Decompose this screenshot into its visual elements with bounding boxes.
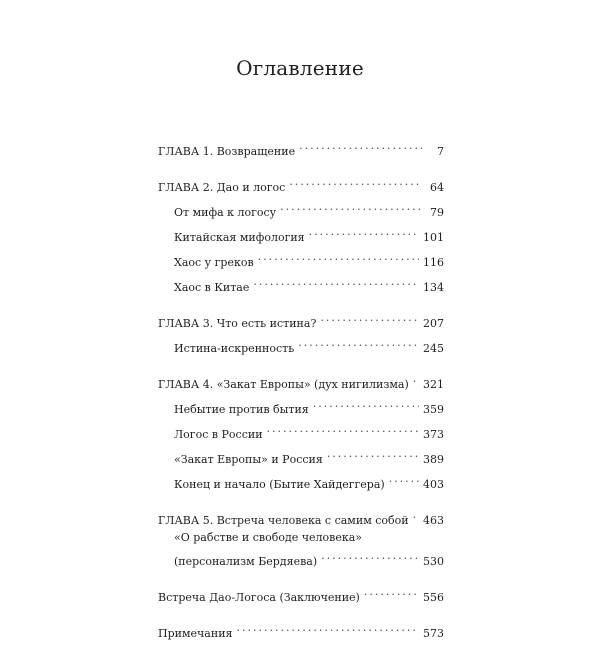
toc-entry-page: 556 — [423, 591, 444, 604]
toc-entry-page: 207 — [423, 317, 444, 330]
dot-leader — [267, 419, 419, 438]
toc-subentry-label: Конец и начало (Бытие Хайдеггера) — [174, 478, 385, 491]
toc-entry[interactable] — [158, 369, 444, 394]
dot-leader — [413, 505, 419, 524]
toc-entry-page: 7 — [437, 145, 444, 158]
toc-entry[interactable] — [158, 136, 444, 161]
toc-entry[interactable] — [158, 308, 444, 333]
toc-subentry-label: Китайская мифология — [174, 231, 305, 244]
toc-entry[interactable] — [158, 582, 444, 607]
toc-subentry-page: 373 — [423, 428, 444, 441]
toc-subentry-label: «Закат Европы» и Россия — [174, 453, 323, 466]
toc-subentry-page: 389 — [423, 453, 444, 466]
toc-entry-label: ГЛАВА 2. Дао и логос — [158, 181, 286, 194]
toc-entry-page: 64 — [430, 181, 444, 194]
toc-entry-page: 463 — [423, 514, 444, 527]
toc-subentry-page: 359 — [423, 403, 444, 416]
toc-entry[interactable] — [158, 505, 444, 530]
dot-leader — [309, 222, 419, 241]
page-title: Оглавление — [236, 56, 364, 80]
dot-leader — [258, 247, 419, 266]
toc-subentry-label: Хаос в Китае — [174, 281, 250, 294]
toc-conclusion — [158, 582, 444, 607]
toc-chapter-1 — [158, 136, 444, 161]
dot-leader — [299, 136, 422, 155]
dot-leader — [280, 197, 422, 216]
toc-subentry-label: (персонализм Бердяева) — [174, 555, 318, 568]
toc-chapter-2 — [158, 172, 444, 297]
dot-leader — [289, 172, 422, 191]
toc-chapter-3 — [158, 308, 444, 358]
toc-entry-label: ГЛАВА 3. Что есть истина? — [158, 317, 317, 330]
toc-subentry-page: 403 — [423, 478, 444, 491]
dot-leader — [253, 272, 419, 291]
dot-leader — [321, 546, 419, 565]
toc-chapter-4 — [158, 369, 444, 494]
toc-entry-label: ГЛАВА 1. Возвращение — [158, 145, 296, 158]
toc-subentry-label-line1: «О рабстве и свободе человека» — [174, 531, 362, 544]
toc-subentry[interactable] — [158, 469, 444, 494]
toc-entry-page: 321 — [423, 378, 444, 391]
toc-subentry-page: 101 — [423, 231, 444, 244]
toc-subentry[interactable] — [158, 197, 444, 222]
toc-notes — [158, 618, 444, 643]
toc-subentry[interactable] — [158, 247, 444, 272]
toc-entry-label: ГЛАВА 4. «Закат Европы» (дух нигилизма) — [158, 378, 409, 391]
toc-subentry-label: Хаос у греков — [174, 256, 254, 269]
toc-entry-label: Встреча Дао-Логоса (Заключение) — [158, 591, 360, 604]
toc-subentry[interactable] — [158, 419, 444, 444]
dot-leader — [236, 618, 419, 637]
toc-subentry[interactable] — [158, 222, 444, 247]
toc-subentry[interactable] — [158, 444, 444, 469]
dot-leader — [320, 308, 419, 327]
toc-entry-page: 573 — [423, 627, 444, 640]
table-of-contents — [158, 136, 444, 654]
toc-subentry-label: Логос в России — [174, 428, 263, 441]
toc-subentry-label: Истина-искренность — [174, 342, 295, 355]
toc-entry[interactable] — [158, 618, 444, 643]
toc-entry-label: ГЛАВА 5. Встреча человека с самим собой — [158, 514, 409, 527]
dot-leader — [298, 333, 419, 352]
dot-leader — [327, 444, 419, 463]
toc-subentry-page: 116 — [423, 256, 444, 269]
toc-subentry[interactable] — [158, 272, 444, 297]
toc-chapter-5 — [158, 505, 444, 571]
toc-subentry-page: 79 — [430, 206, 444, 219]
dot-leader — [413, 369, 419, 388]
dot-leader — [313, 394, 419, 413]
toc-subentry[interactable] — [158, 333, 444, 358]
toc-subentry-page: 134 — [423, 281, 444, 294]
dot-leader — [364, 582, 419, 601]
toc-subentry-page: 530 — [423, 555, 444, 568]
toc-subentry-page: 245 — [423, 342, 444, 355]
dot-leader — [389, 469, 419, 488]
toc-entry[interactable] — [158, 172, 444, 197]
toc-subentry[interactable] — [158, 394, 444, 419]
toc-subentry[interactable] — [158, 546, 444, 571]
toc-subentry-label: От мифа к логосу — [174, 206, 277, 219]
toc-entry-label: Примечания — [158, 627, 233, 640]
toc-subentry-label: Небытие против бытия — [174, 403, 309, 416]
